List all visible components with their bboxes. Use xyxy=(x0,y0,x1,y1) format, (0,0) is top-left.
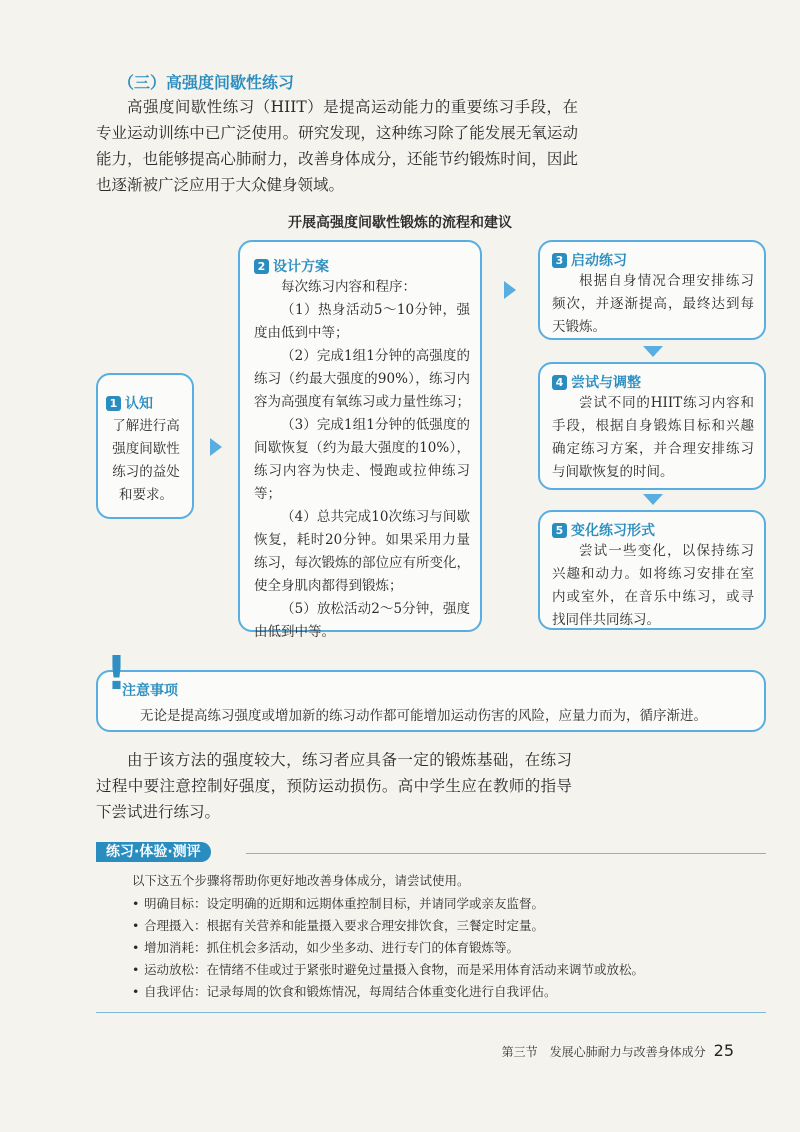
step-4-box xyxy=(538,362,766,490)
page-footer xyxy=(502,1041,734,1060)
step-5-title: 变化练习形式 xyxy=(571,523,655,539)
list-item: • 增加消耗：抓住机会多活动，如少坐多动、进行专门的体育锻炼等。 xyxy=(132,937,752,959)
step-3-box xyxy=(538,240,766,340)
page-number: 25 xyxy=(713,1041,734,1060)
step-5-box xyxy=(538,510,766,630)
step-4-text: 尝试不同的HIIT练习内容和手段，根据自身锻炼目标和兴趣确定练习方案，并合理安排练习与间歇恢复的时间。 xyxy=(552,395,754,480)
step-2-head xyxy=(254,256,470,276)
arrow-right-icon xyxy=(210,438,222,456)
step-3-title: 启动练习 xyxy=(571,253,627,269)
divider xyxy=(96,1012,766,1013)
step-2-item-4: （4）总共完成10次练习与间歇恢复，耗时20分钟。如果采用力量练习，每次锻炼的部位应有所变化，使全身肌肉都得到锻炼； xyxy=(254,509,470,594)
chapter-title: 第三节 发展心肺耐力与改善身体成分 xyxy=(501,1045,706,1059)
list-item: • 合理摄入：根据有关营养和能量摄入要求合理安排饮食，三餐定时定量。 xyxy=(132,915,752,937)
step-4-number: 4 xyxy=(552,375,567,390)
step-2-item-5: （5）放松活动2～5分钟，强度由低到中等。 xyxy=(254,601,470,640)
divider xyxy=(246,853,766,854)
notice-title: 注意事项 xyxy=(122,683,178,699)
step-4-title: 尝试与调整 xyxy=(571,375,641,391)
notice-box xyxy=(96,646,766,732)
step-1-number: 1 xyxy=(106,396,121,411)
step-5-text: 尝试一些变化，以保持练习兴趣和动力。如将练习安排在室内或室外，在音乐中练习，或寻找同伴共同练习。 xyxy=(552,543,754,628)
step-2-item-2: （2）完成1组1分钟的高强度的练习（约最大强度的90%），练习内容为高强度有氧练习或力量性练习； xyxy=(254,348,470,410)
step-3-text: 根据自身情况合理安排练习频次，并逐渐提高，最终达到每天锻炼。 xyxy=(552,273,754,335)
practice-list xyxy=(132,870,752,1003)
practice-intro: 以下这五个步骤将帮助你更好地改善身体成分，请尝试使用。 xyxy=(132,873,470,888)
practice-items xyxy=(132,893,752,1003)
list-item: • 明确目标：设定明确的近期和远期体重控制目标，并请同学或亲友监督。 xyxy=(132,893,752,915)
step-2-title: 设计方案 xyxy=(273,259,329,275)
step-2-box xyxy=(238,240,482,640)
step-5-number: 5 xyxy=(552,523,567,538)
step-1-head xyxy=(106,393,186,413)
step-5-head xyxy=(552,520,754,540)
step-2-number: 2 xyxy=(254,259,269,274)
step-2-item-3: （3）完成1组1分钟的低强度的间歇恢复（约为最大强度的10%），练习内容为快走、慢跑或拉伸练习等； xyxy=(254,417,470,502)
arrow-down-icon xyxy=(643,494,663,505)
section-heading: （三）高强度间歇性练习 xyxy=(118,73,295,92)
flow-title: 开展高强度间歇性锻炼的流程和建议 xyxy=(288,215,512,231)
list-item: • 自我评估：记录每周的饮食和锻炼情况，每周结合体重变化进行自我评估。 xyxy=(132,981,752,1003)
list-item: • 运动放松：在情绪不佳或过于紧张时避免过量摄入食物，而是采用体育活动来调节或放松。 xyxy=(132,959,752,981)
step-4-head xyxy=(552,372,754,392)
arrow-down-icon xyxy=(643,346,663,357)
step-3-head xyxy=(552,250,754,270)
step-1-title: 认知 xyxy=(125,396,153,412)
practice-label: 练习·体验·测评 xyxy=(96,842,211,862)
practice-header xyxy=(96,842,766,862)
intro-paragraph: 高强度间歇性练习（HIIT）是提高运动能力的重要练习手段，在专业运动训练中已广泛使用。研究发现，这种练习除了能发展无氧运动能力，也能够提高心肺耐力，改善身体成分，还能节约锻炼时间，因此也逐渐被广泛应用于大众健身领域。 xyxy=(96,98,578,194)
exclamation-icon: ! xyxy=(106,646,127,700)
arrow-right-icon xyxy=(504,281,516,299)
step-1-box xyxy=(96,373,194,519)
step-1-text: 了解进行高强度间歇性练习的益处和要求。 xyxy=(112,418,180,503)
notice-text: 无论是提高练习强度或增加新的练习动作都可能增加运动伤害的风险，应量力而为，循序渐进。 xyxy=(140,708,707,724)
step-2-item-1: （1）热身活动5～10分钟，强度由低到中等； xyxy=(254,302,470,341)
step-3-number: 3 xyxy=(552,253,567,268)
closing-paragraph: 由于该方法的强度较大，练习者应具备一定的锻炼基础，在练习过程中要注意控制好强度，预防运动损伤。高中学生应在教师的指导下尝试进行练习。 xyxy=(96,751,572,821)
step-2-lead: 每次练习内容和程序： xyxy=(281,279,416,295)
